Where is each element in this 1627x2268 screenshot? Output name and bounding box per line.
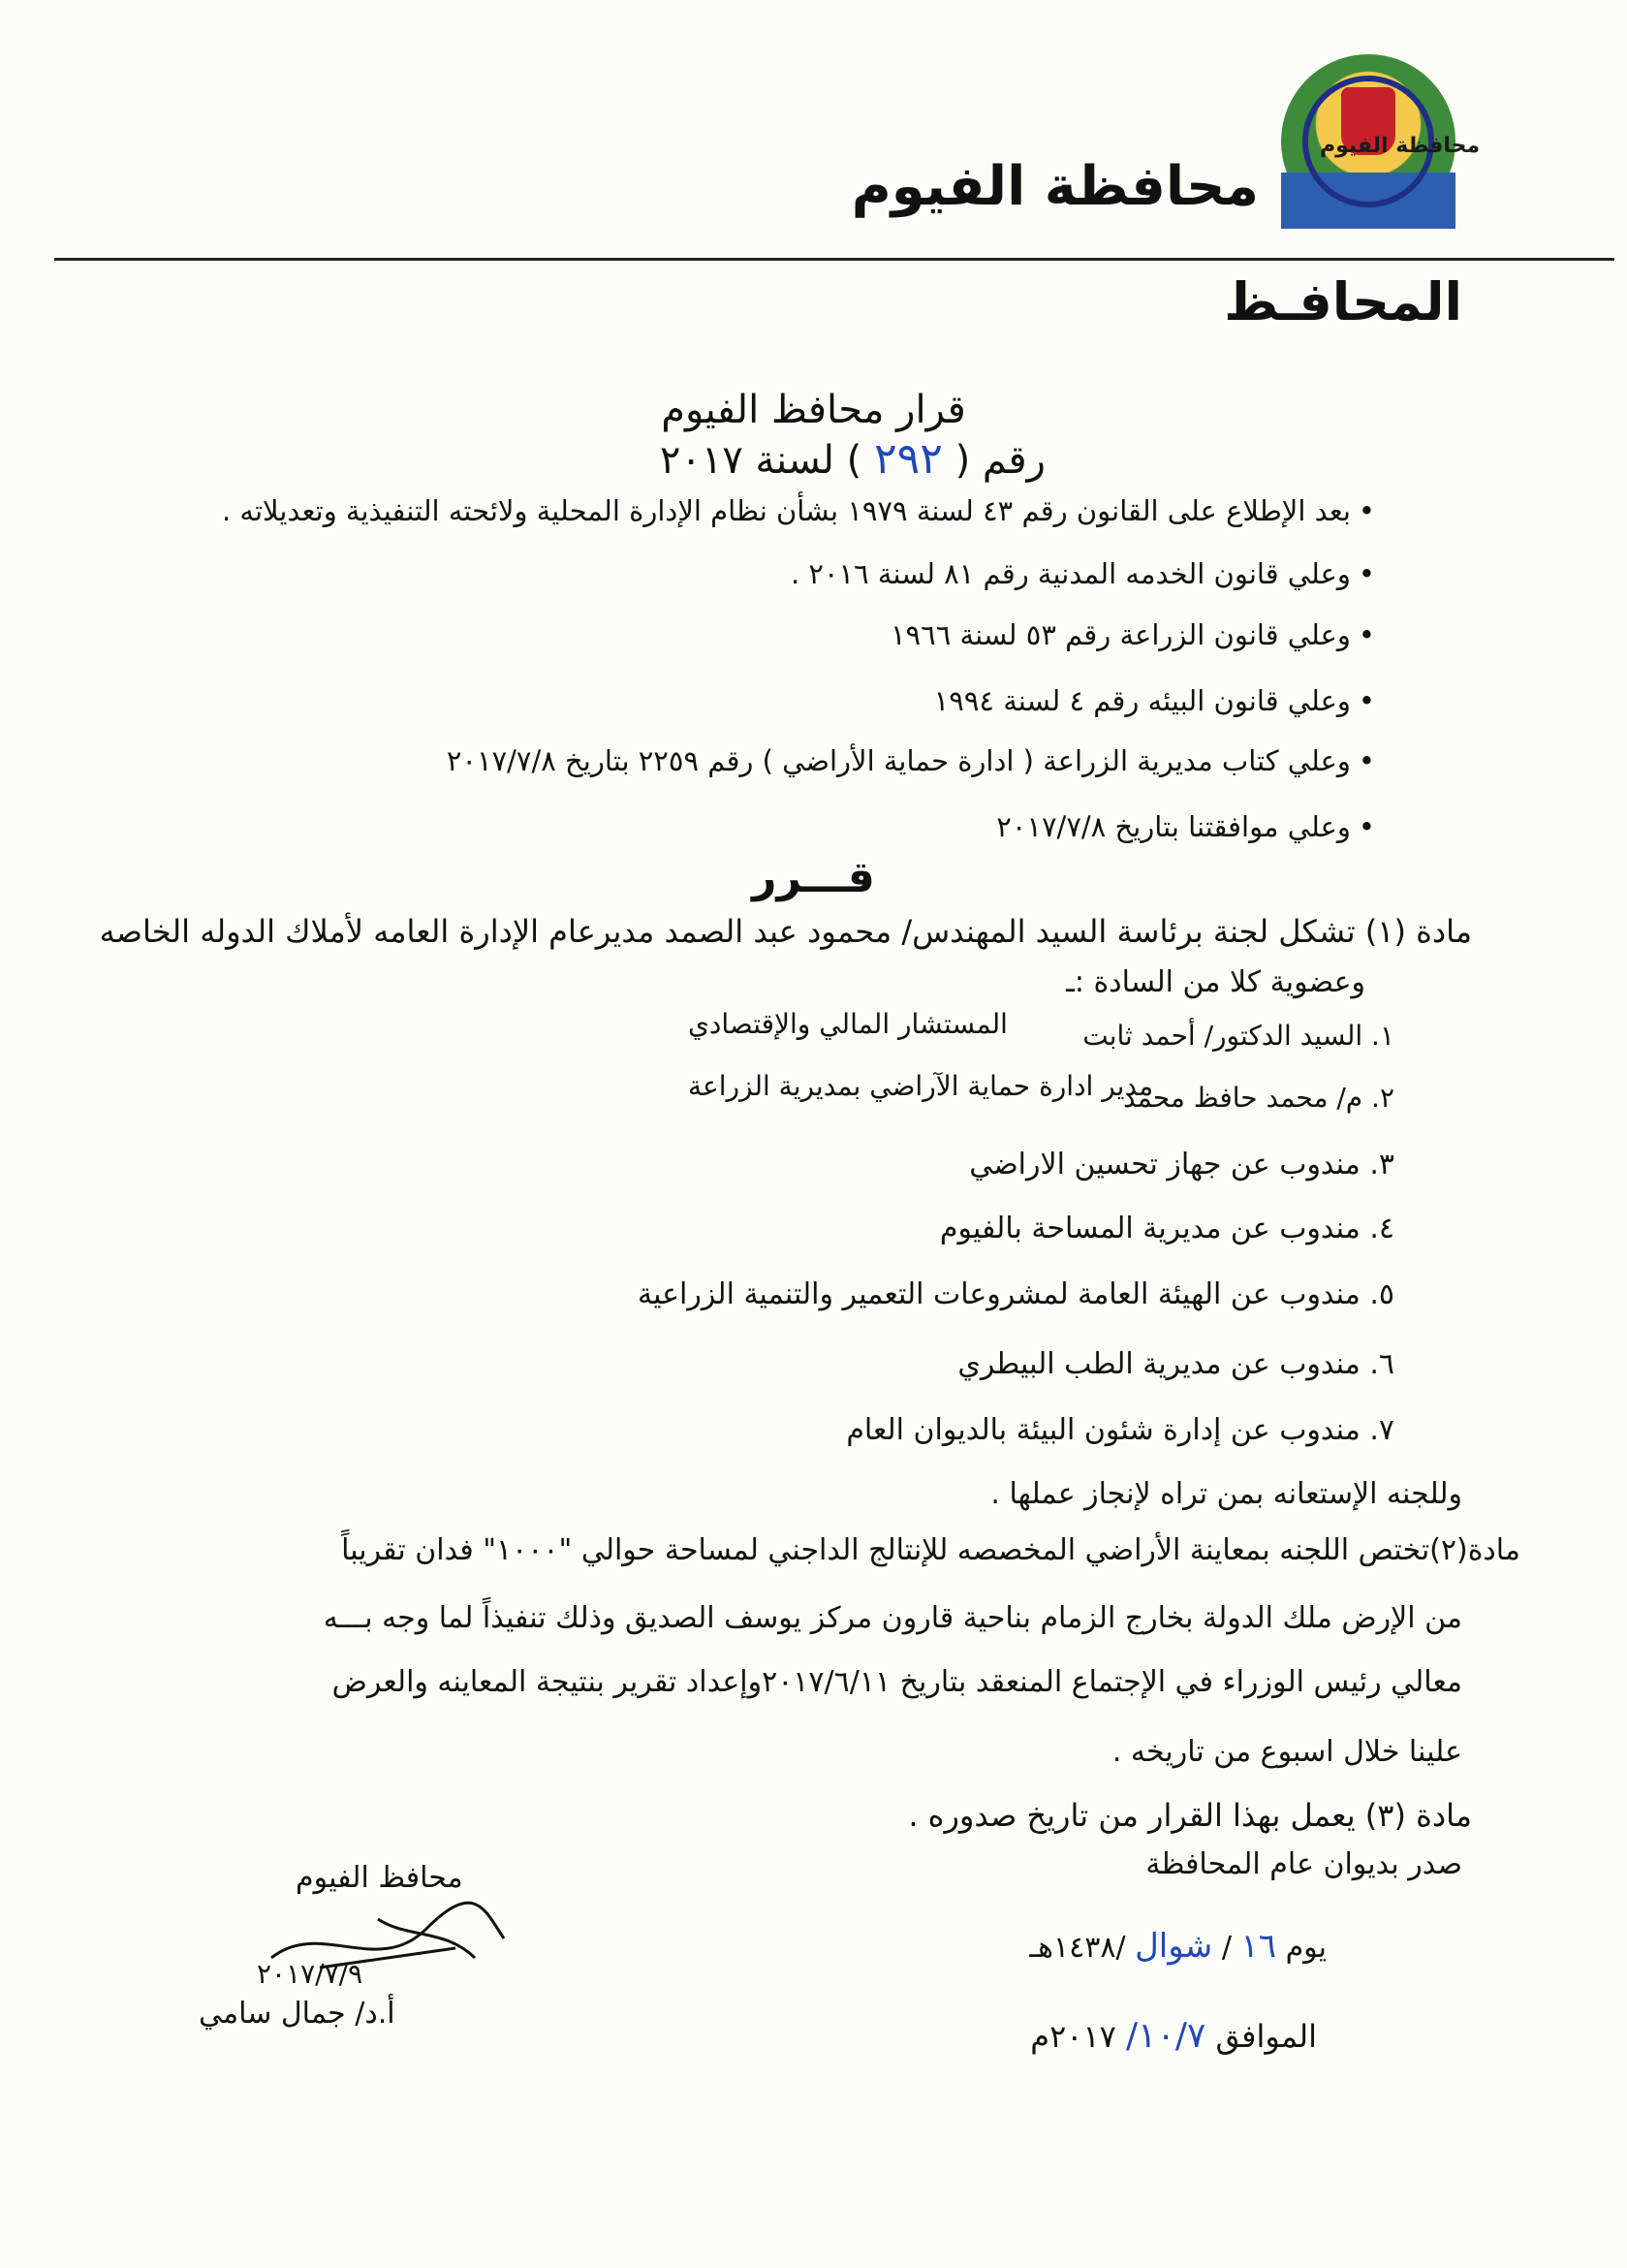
article-2-line: من الإرض ملك الدولة بخارج الزمام بناحية قارون مركز يوسف الصديق وذلك تنفيذاً لما وجه بـــه xyxy=(323,1601,1462,1635)
header-divider xyxy=(54,258,1614,261)
greg-prefix: الموافق xyxy=(1215,2018,1317,2055)
hijri-day: ١٦ xyxy=(1240,1927,1277,1966)
preamble-line: • وعلي موافقتنا بتاريخ ٢٠١٧/٧/٨ xyxy=(996,810,1375,843)
member-item: ٦. مندوب عن مديرية الطب البيطري xyxy=(957,1347,1394,1381)
signature-date: ٢٠١٧/٧/٩ xyxy=(257,1958,363,1990)
office-title: المحافـظ xyxy=(1224,271,1462,332)
hijri-date: يوم ١٦ / شوال /١٤٣٨هـ xyxy=(1029,1927,1327,1966)
article-1-footer: وللجنه الإستعانه بمن تراه لإنجاز عملها . xyxy=(990,1477,1462,1511)
article-2-line: مادة(٢)تختص اللجنه بمعاينة الأراضي المخصصه للإنتالج الداجني لمساحة حوالي "١٠٠٠" فدان تقريباً xyxy=(341,1533,1520,1567)
article-1-heading: مادة (١) تشكل لجنة برئاسة السيد المهندس/ محمود عبد الصمد مديرعام الإدارة العامه لأملاك الدوله الخاصه xyxy=(99,913,1472,950)
decree-number: ٢٩٢ xyxy=(873,434,943,484)
member-item: ٣. مندوب عن جهاز تحسين الاراضي xyxy=(969,1148,1394,1181)
hijri-suffix: /١٤٣٨هـ xyxy=(1029,1931,1126,1965)
member-name: ١. السيد الدكتور/ أحمد ثابت xyxy=(1082,1020,1394,1052)
decree-number-prefix: رقم ( xyxy=(954,438,1046,483)
member-role: المستشار المالي والإقتصادي xyxy=(688,1008,1008,1040)
article-2-line: معالي رئيس الوزراء في الإجتماع المنعقد بتاريخ ٢٠١٧/٦/١١وإعداد تقرير بنتيجة المعاينه والعرض xyxy=(331,1665,1462,1699)
member-role: مدير ادارة حماية الآراضي بمديرية الزراعة xyxy=(688,1070,1154,1102)
greg-year: ٢٠١٧م xyxy=(1030,2018,1116,2055)
hijri-month: شوال xyxy=(1135,1927,1213,1966)
member-name: ٢. م/ محمد حافظ محمد xyxy=(1122,1082,1394,1114)
decree-number-line xyxy=(660,434,1046,484)
greg-day-month: ١٠/٧/ xyxy=(1126,2016,1206,2056)
issuance-line: صدر بديوان عام المحافظة xyxy=(1145,1847,1462,1881)
member-item: ٥. مندوب عن الهيئة العامة لمشروعات التعمير والتنمية الزراعية xyxy=(638,1277,1394,1311)
governorate-title: محافظة الفيوم xyxy=(851,155,1259,218)
article-2-line: علينا خلال اسبوع من تاريخه . xyxy=(1111,1735,1462,1769)
member-item: ٤. مندوب عن مديرية المساحة بالفيوم xyxy=(939,1212,1394,1245)
hijri-prefix: يوم xyxy=(1285,1931,1327,1965)
decision-heading: قـــرر xyxy=(752,853,875,902)
signatory-title: محافظ الفيوم xyxy=(296,1861,463,1895)
preamble-line: • بعد الإطلاع على القانون رقم ٤٣ لسنة ١٩٧٩ بشأن نظام الإدارة المحلية ولائحته التنفيذية وتعديلاته . xyxy=(222,494,1375,527)
decree-title: قرار محافظ الفيوم xyxy=(661,388,966,432)
decree-number-suffix: ) لسنة ٢٠١٧ xyxy=(659,438,862,483)
logo-text: محافظة الفيوم xyxy=(1320,134,1481,158)
governorate-logo xyxy=(1281,54,1481,229)
member-item: ٧. مندوب عن إدارة شئون البيئة بالديوان العام xyxy=(846,1413,1394,1447)
signatory-name: أ.د/ جمال سامي xyxy=(199,1997,395,2031)
preamble-line: • وعلي كتاب مديرية الزراعة ( ادارة حماية الأراضي ) رقم ٢٢٥٩ بتاريخ ٢٠١٧/٧/٨ xyxy=(447,744,1375,777)
preamble-line: • وعلي قانون الخدمه المدنية رقم ٨١ لسنة ٢٠١٦ . xyxy=(791,557,1375,590)
article-1-membership: وعضوية كلا من السادة :ـ xyxy=(1066,965,1365,999)
article-3: مادة (٣) يعمل بهذا القرار من تاريخ صدوره . xyxy=(908,1797,1472,1834)
preamble-line: • وعلي قانون البيئه رقم ٤ لسنة ١٩٩٤ xyxy=(934,684,1375,717)
gregorian-date xyxy=(1030,2016,1317,2056)
preamble-line: • وعلي قانون الزراعة رقم ٥٣ لسنة ١٩٦٦ xyxy=(891,618,1375,651)
